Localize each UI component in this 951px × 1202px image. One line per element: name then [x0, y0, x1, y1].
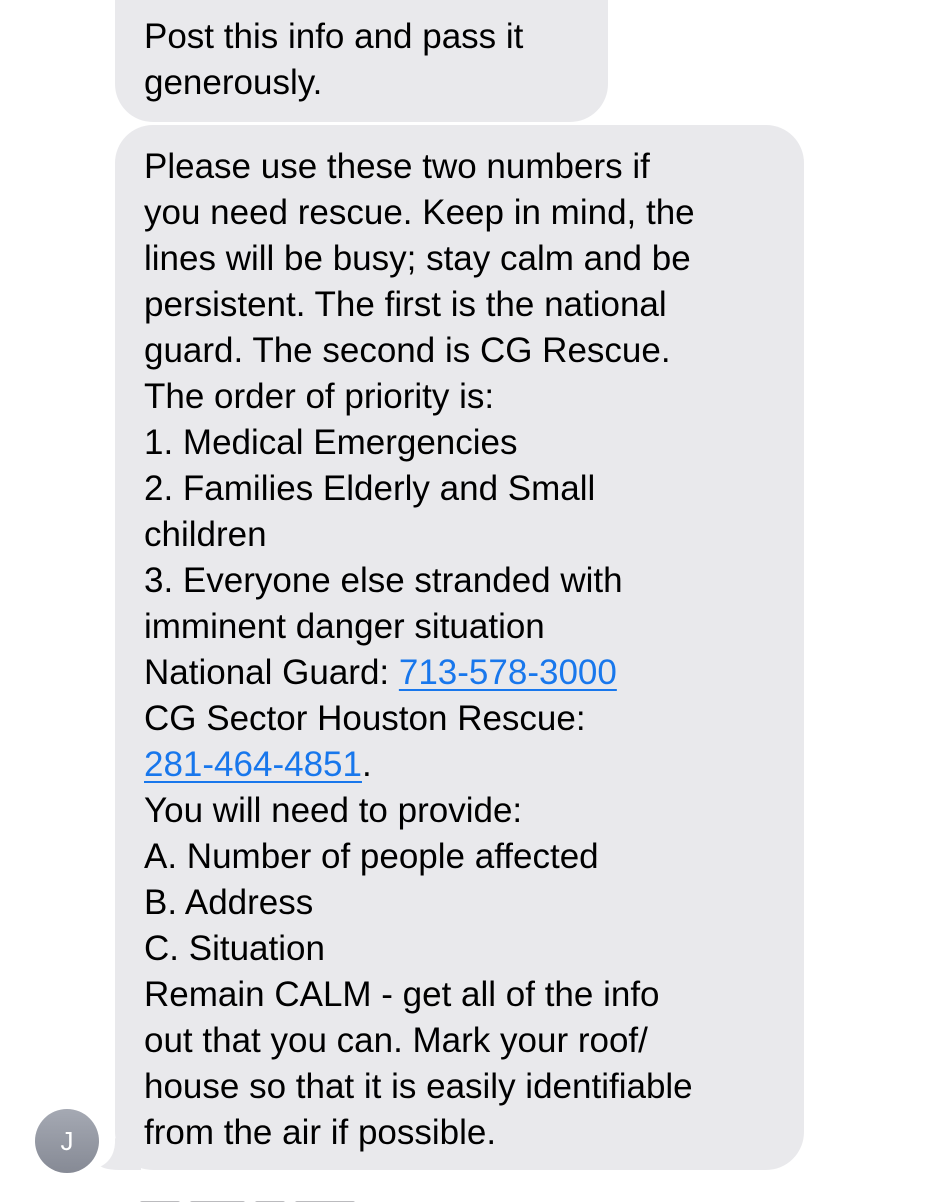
message-line: 1. Medical Emergencies [144, 423, 518, 462]
cg-phone-suffix: . [361, 745, 372, 784]
message-line: C. Situation [144, 929, 325, 968]
national-guard-phone-link[interactable]: 713-578-3000 [398, 653, 617, 692]
message-line: Post this info and pass it [144, 17, 524, 56]
next-message-hint [140, 1192, 400, 1202]
sender-avatar[interactable]: J [35, 1109, 99, 1173]
message-line: house so that it is easily identifiable [144, 1067, 693, 1106]
message-line: 2. Families Elderly and Small [144, 469, 596, 508]
message-line: B. Address [144, 883, 314, 922]
message-line: The order of priority is: [144, 377, 495, 416]
message-line: imminent danger situation [144, 607, 545, 646]
message-line: You will need to provide: [144, 791, 523, 830]
message-line: guard. The second is CG Rescue. [144, 331, 671, 370]
cg-rescue-phone-link[interactable]: 281-464-4851 [144, 745, 362, 784]
message-line: A. Number of people affected [144, 837, 599, 876]
message-line: Please use these two numbers if [144, 147, 650, 186]
message-line: generously. [144, 63, 323, 102]
message-bubble-2[interactable] [115, 125, 804, 1170]
national-guard-line [144, 650, 784, 696]
cg-label: CG Sector Houston Rescue: [144, 699, 586, 738]
message-bubble-1[interactable] [115, 0, 608, 122]
message-line: children [144, 515, 267, 554]
message-line: 3. Everyone else stranded with [144, 561, 623, 600]
message-line: lines will be busy; stay calm and be [144, 239, 691, 278]
message-line: Remain CALM - get all of the info [144, 975, 660, 1014]
message-line: from the air if possible. [144, 1113, 497, 1152]
national-guard-label: National Guard: [144, 653, 399, 692]
message-line: persistent. The first is the national [144, 285, 667, 324]
message-line: you need rescue. Keep in mind, the [144, 193, 695, 232]
message-line: out that you can. Mark your roof/ [144, 1021, 648, 1060]
cg-phone-line [144, 742, 784, 788]
